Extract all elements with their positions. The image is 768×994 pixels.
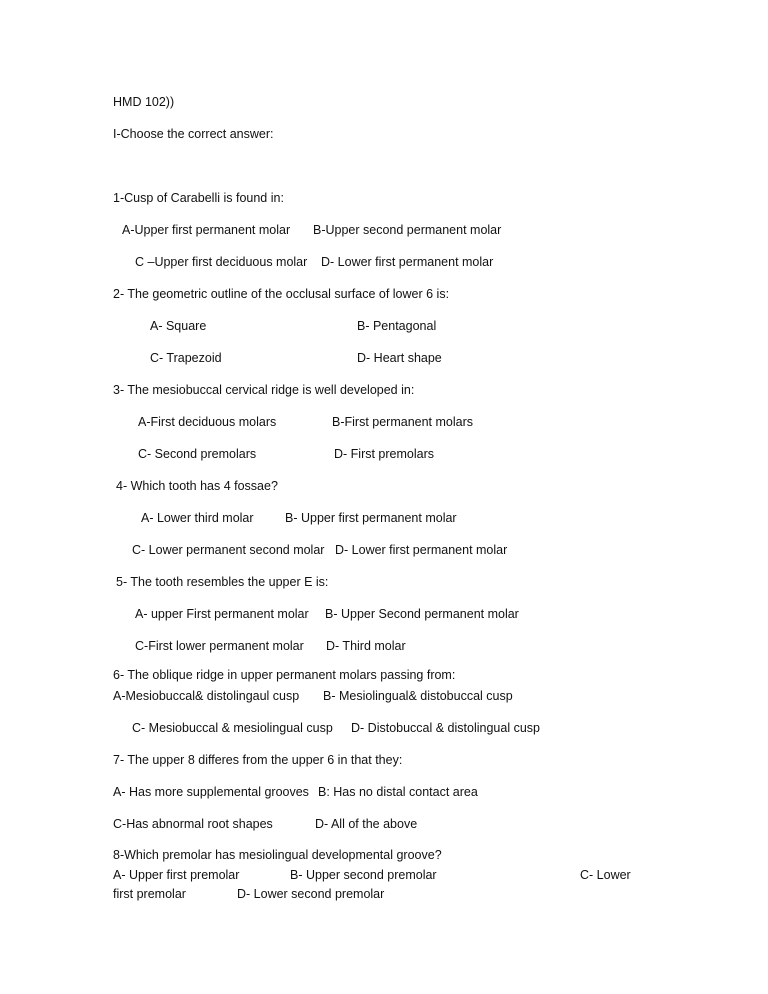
question-7-stem: 7- The upper 8 differes from the upper 6 in that they:: [113, 753, 403, 767]
question-2-option-a: A- Square: [150, 319, 207, 333]
question-4-option-a: A- Lower third molar: [141, 511, 254, 525]
question-5-option-a: A- upper First permanent molar: [135, 607, 309, 621]
question-1-stem: 1-Cusp of Carabelli is found in:: [113, 191, 284, 205]
question-7-option-c: C-Has abnormal root shapes: [113, 817, 273, 831]
question-6-option-b: B- Mesiolingual& distobuccal cusp: [323, 689, 513, 703]
question-2-option-b: B- Pentagonal: [357, 319, 437, 333]
question-3-option-a: A-First deciduous molars: [138, 415, 277, 429]
question-2-option-d: D- Heart shape: [357, 351, 442, 365]
question-7-option-d: D- All of the above: [315, 817, 418, 831]
question-7-option-a: A- Has more supplemental grooves: [113, 785, 309, 799]
question-1-option-a: A-Upper first permanent molar: [122, 223, 291, 237]
question-5-option-b: B- Upper Second permanent molar: [325, 607, 519, 621]
question-8-option-c-part-2: first premolar: [113, 887, 186, 901]
question-8-option-d: D- Lower second premolar: [237, 887, 385, 901]
question-4-option-c: C- Lower permanent second molar: [132, 543, 325, 557]
question-6-option-c: C- Mesiobuccal & mesiolingual cusp: [132, 721, 333, 735]
question-8-option-c-part-1: C- Lower: [580, 868, 631, 882]
question-8-stem: 8-Which premolar has mesiolingual developmental groove?: [113, 848, 442, 862]
question-2-stem: 2- The geometric outline of the occlusal surface of lower 6 is:: [113, 287, 450, 301]
question-2-option-c: C- Trapezoid: [150, 351, 222, 365]
question-4-stem: 4- Which tooth has 4 fossae?: [116, 479, 278, 493]
question-7-option-b: B: Has no distal contact area: [318, 785, 478, 799]
question-5-option-c: C-First lower permanent molar: [135, 639, 304, 653]
question-1-option-c: C –Upper first deciduous molar: [135, 255, 308, 269]
question-3-option-c: C- Second premolars: [138, 447, 257, 461]
question-6-option-d: D- Distobuccal & distolingual cusp: [351, 721, 540, 735]
question-4-option-d: D- Lower first permanent molar: [335, 543, 508, 557]
question-5-stem: 5- The tooth resembles the upper E is:: [116, 575, 329, 589]
question-3-stem: 3- The mesiobuccal cervical ridge is well developed in:: [113, 383, 415, 397]
question-3-option-b: B-First permanent molars: [332, 415, 474, 429]
question-6-stem: 6- The oblique ridge in upper permanent molars passing from:: [113, 668, 456, 682]
course-code: HMD 102)): [113, 95, 175, 109]
question-8-option-b: B- Upper second premolar: [290, 868, 437, 882]
question-4-option-b: B- Upper first permanent molar: [285, 511, 457, 525]
question-8-option-a: A- Upper first premolar: [113, 868, 240, 882]
question-1-option-b: B-Upper second permanent molar: [313, 223, 502, 237]
instruction: I-Choose the correct answer:: [113, 127, 274, 141]
question-6-option-a: A-Mesiobuccal& distolingaul cusp: [113, 689, 300, 703]
question-5-option-d: D- Third molar: [326, 639, 406, 653]
question-1-option-d: D- Lower first permanent molar: [321, 255, 494, 269]
question-3-option-d: D- First premolars: [334, 447, 435, 461]
